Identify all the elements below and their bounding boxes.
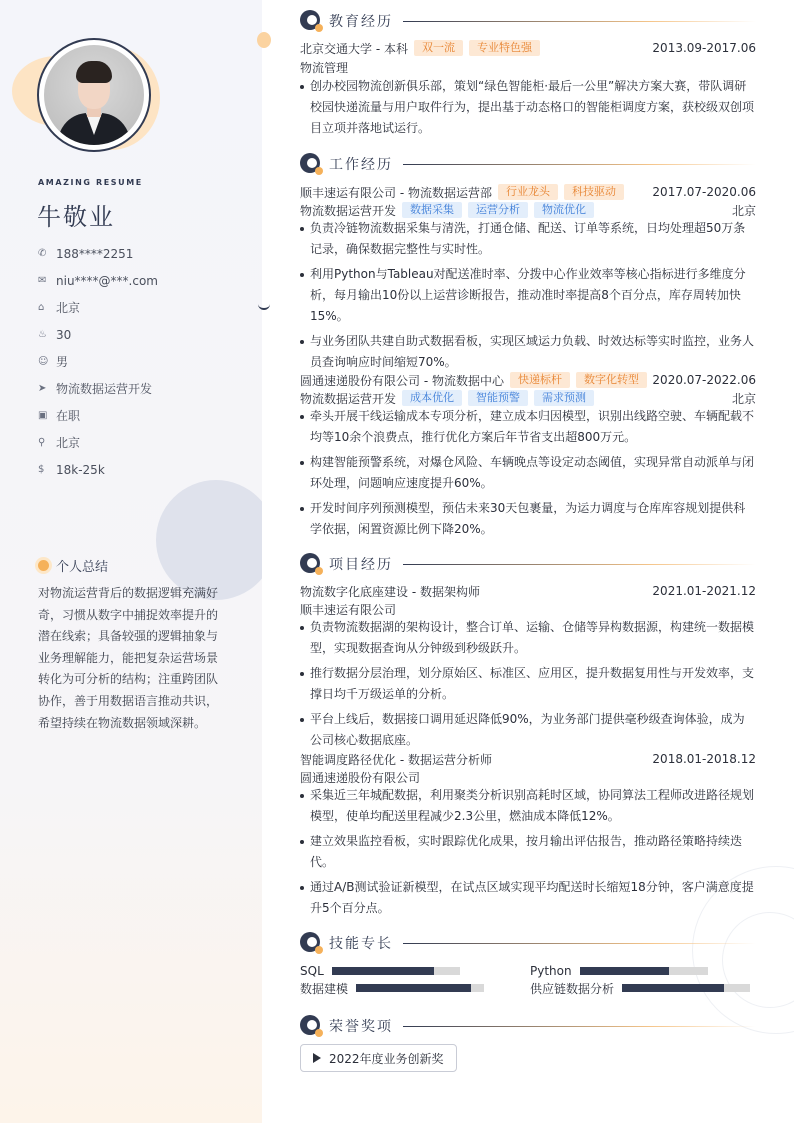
contact-item bbox=[38, 456, 253, 483]
bullet-item: 负责冷链物流数据采集与清洗，打通仓储、配送、订单等系统，日均处理超50万条记录，确保数据完整性与实时性。 bbox=[300, 218, 756, 260]
skill-tag: 数据采集 bbox=[402, 202, 462, 218]
sidebar bbox=[0, 0, 262, 1123]
section-icon bbox=[300, 1015, 322, 1037]
skill-tag: 成本优化 bbox=[402, 390, 462, 406]
project-org: 圆通速递股份有限公司 bbox=[300, 770, 421, 785]
contact-item bbox=[38, 375, 253, 402]
decor-circle bbox=[156, 480, 262, 600]
skills-heading bbox=[300, 932, 756, 954]
school-tag: 专业特色强 bbox=[469, 40, 540, 56]
contact-text: 188****2251 bbox=[56, 246, 134, 261]
bullet-item: 推行数据分层治理，划分原始区、标准区、应用区，提升数据复用性与开发效率，支撑日均千万级运单的分析。 bbox=[300, 663, 756, 705]
skill-name: Python bbox=[530, 964, 572, 978]
salary-icon: $ bbox=[38, 464, 45, 475]
contact-text: 男 bbox=[56, 355, 69, 369]
education-date: 2013.09-2017.06 bbox=[652, 41, 756, 55]
company-tag: 行业龙头 bbox=[498, 184, 558, 200]
section-icon bbox=[300, 553, 322, 575]
contact-item bbox=[38, 267, 253, 294]
projects-heading bbox=[300, 553, 756, 575]
company-tag: 快递标杆 bbox=[510, 372, 570, 388]
decor-arc bbox=[258, 298, 270, 310]
summary-text: 对物流运营背后的数据逻辑充满好奇，习惯从数字中捕捉效率提升的潜在线索；具备较强的逻辑抽象与业务理解能力，能把复杂运营场景转化为可分析的结构；注重跨团队协作，善于用数据语言推动共识，希望持续在物流数据领域深耕。 bbox=[38, 586, 219, 730]
skill-bar-fill bbox=[356, 984, 471, 992]
skill-bar-fill bbox=[580, 967, 670, 975]
education-heading bbox=[300, 10, 756, 32]
major-row bbox=[300, 58, 756, 76]
section-divider bbox=[403, 164, 756, 165]
skill-bar-fill bbox=[622, 984, 724, 992]
school-tag: 双一流 bbox=[414, 40, 463, 56]
bullet-item: 与业务团队共建自助式数据看板，实现区域运力负载、时效达标等实时监控，业务人员查询响应时间缩短70%。 bbox=[300, 331, 756, 373]
school-name: 北京交通大学 - 本科 bbox=[300, 41, 408, 56]
skill-tag: 物流优化 bbox=[534, 202, 594, 218]
bullet-item: 开发时间序列预测模型，预估未来30天包裹量，为运力调度与仓库库容规划提供科学依据，闲置资源比例下降20%。 bbox=[300, 498, 756, 540]
work-bullets bbox=[300, 406, 756, 544]
contact-text: 北京 bbox=[56, 436, 81, 450]
project-bullets bbox=[300, 617, 756, 755]
skill-bar bbox=[356, 984, 484, 992]
skill-bar bbox=[332, 967, 460, 975]
bullet-item: 采集近三年城配数据，利用聚类分析识别高耗时区域，协同算法工程师改进路径规划模型，使单均配送里程减少2.3公里，燃油成本降低12%。 bbox=[300, 785, 756, 827]
contact-item bbox=[38, 402, 253, 429]
contact-item bbox=[38, 348, 253, 375]
work-heading bbox=[300, 153, 756, 175]
avatar bbox=[44, 45, 144, 145]
skill-name: SQL bbox=[300, 964, 324, 978]
gender-icon: ☺ bbox=[38, 356, 49, 367]
work-bullets bbox=[300, 218, 756, 377]
work-row bbox=[300, 371, 756, 389]
mail-icon: ✉ bbox=[38, 275, 47, 286]
summary-title: 个人总结 bbox=[56, 560, 109, 575]
phone-icon: ✆ bbox=[38, 248, 47, 259]
section-title: 荣誉奖项 bbox=[329, 1019, 393, 1035]
bullet-item: 构建智能预警系统，对爆仓风险、车辆晚点等设定动态阈值，实现异常自动派单与闭环处理，问题响应速度提升60%。 bbox=[300, 452, 756, 494]
skill-item bbox=[300, 980, 484, 996]
skill-item bbox=[300, 963, 460, 979]
company-tag: 科技驱动 bbox=[564, 184, 624, 200]
skill-tag: 运营分析 bbox=[468, 202, 528, 218]
awards-heading bbox=[300, 1015, 756, 1037]
skill-item bbox=[530, 980, 750, 996]
major: 物流管理 bbox=[300, 60, 349, 75]
section-divider bbox=[403, 943, 756, 944]
contact-list bbox=[38, 240, 253, 483]
cake-icon: ♨ bbox=[38, 329, 47, 340]
contact-text: 北京 bbox=[56, 301, 81, 315]
contact-text: niu****@***.com bbox=[56, 273, 158, 288]
contact-item bbox=[38, 240, 253, 267]
section-icon bbox=[300, 153, 322, 175]
company-tag: 数字化转型 bbox=[576, 372, 647, 388]
skill-bar bbox=[622, 984, 750, 992]
send-icon: ➤ bbox=[38, 383, 47, 394]
section-title: 工作经历 bbox=[329, 157, 393, 173]
contact-item bbox=[38, 294, 253, 321]
contact-text: 18k-25k bbox=[56, 462, 105, 477]
role: 物流数据运营开发 bbox=[300, 391, 397, 406]
award-item bbox=[300, 1044, 457, 1072]
bullet-item: 创办校园物流创新俱乐部，策划“绿色智能柜·最后一公里”解决方案大赛，带队调研校园快递流量与用户取件行为，提出基于动态格口的智能柜调度方案，获校级双创项目立项并落地试运行。 bbox=[300, 76, 756, 139]
section-title: 技能专长 bbox=[329, 936, 393, 952]
project-org-row bbox=[300, 768, 756, 786]
project-row bbox=[300, 582, 756, 600]
skill-item bbox=[530, 963, 708, 979]
project-org: 顺丰速运有限公司 bbox=[300, 602, 397, 617]
role-row bbox=[300, 201, 756, 219]
skill-name: 数据建模 bbox=[300, 981, 349, 996]
contact-text: 30 bbox=[56, 327, 72, 342]
work-city: 北京 bbox=[731, 203, 756, 218]
work-row bbox=[300, 183, 756, 201]
contact-text: 在职 bbox=[56, 409, 81, 423]
project-title: 智能调度路径优化 - 数据运营分析师 bbox=[300, 752, 492, 767]
education-bullets bbox=[300, 76, 756, 143]
contact-text: 物流数据运营开发 bbox=[56, 382, 153, 396]
briefcase-icon: ▣ bbox=[38, 410, 48, 421]
bullet-item: 平台上线后，数据接口调用延迟降低90%，为业务部门提供毫秒级查询体验，成为公司核心数据底座。 bbox=[300, 709, 756, 751]
project-row bbox=[300, 750, 756, 768]
role: 物流数据运营开发 bbox=[300, 203, 397, 218]
play-icon bbox=[313, 1053, 321, 1063]
work-city: 北京 bbox=[731, 391, 756, 406]
skill-tag: 智能预警 bbox=[468, 390, 528, 406]
education-row bbox=[300, 39, 756, 57]
section-divider bbox=[403, 564, 756, 565]
role-row bbox=[300, 389, 756, 407]
project-title: 物流数字化底座建设 - 数据架构师 bbox=[300, 584, 480, 599]
summary-heading bbox=[38, 556, 108, 575]
section-divider bbox=[403, 1026, 756, 1027]
decor-circle bbox=[257, 32, 271, 48]
bullet-item: 牵头开展干线运输成本专项分析，建立成本归因模型，识别出线路空驶、车辆配载不均等10余个浪费点，推行优化方案后年节省支出超800万元。 bbox=[300, 406, 756, 448]
skill-tag: 需求预测 bbox=[534, 390, 594, 406]
skill-name: 供应链数据分析 bbox=[530, 981, 615, 996]
work-date: 2020.07-2022.06 bbox=[652, 373, 756, 387]
bullet-item: 通过A/B测试验证新模型，在试点区域实现平均配送时长缩短18分钟，客户满意度提升5个百分点。 bbox=[300, 877, 756, 919]
section-title: 项目经历 bbox=[329, 557, 393, 573]
project-date: 2018.01-2018.12 bbox=[652, 752, 756, 766]
work-date: 2017.07-2020.06 bbox=[652, 185, 756, 199]
project-org-row bbox=[300, 600, 756, 618]
bullet-item: 利用Python与Tableau对配送准时率、分拨中心作业效率等核心指标进行多维度分析，每月输出10份以上运营诊断报告，推动准时率提高8个百分点，库存周转加快15%。 bbox=[300, 264, 756, 327]
section-icon bbox=[300, 932, 322, 954]
company-name: 圆通速递股份有限公司 - 物流数据中心 bbox=[300, 373, 504, 388]
contact-item bbox=[38, 429, 253, 456]
contact-item bbox=[38, 321, 253, 348]
home-icon: ⌂ bbox=[38, 302, 45, 313]
summary-dot-icon bbox=[38, 560, 49, 571]
award-title: 2022年度业务创新奖 bbox=[329, 1051, 444, 1066]
resume-tagline: AMAZING RESUME bbox=[38, 178, 143, 187]
bullet-item: 负责物流数据湖的架构设计，整合订单、运输、仓储等异构数据源，构建统一数据模型，实现数据查询从分钟级到秒级跃升。 bbox=[300, 617, 756, 659]
section-icon bbox=[300, 10, 322, 32]
bullet-item: 建立效果监控看板，实时跟踪优化成果，按月输出评估报告，推动路径策略持续迭代。 bbox=[300, 831, 756, 873]
section-divider bbox=[403, 21, 756, 22]
project-bullets bbox=[300, 785, 756, 923]
skill-bar bbox=[580, 967, 708, 975]
location-icon: ⚲ bbox=[38, 437, 46, 448]
candidate-name: 牛敬业 bbox=[37, 203, 115, 231]
company-name: 顺丰速运有限公司 - 物流数据运营部 bbox=[300, 185, 492, 200]
avatar-frame bbox=[37, 38, 151, 152]
project-date: 2021.01-2021.12 bbox=[652, 584, 756, 598]
section-title: 教育经历 bbox=[329, 14, 393, 30]
skill-bar-fill bbox=[332, 967, 434, 975]
